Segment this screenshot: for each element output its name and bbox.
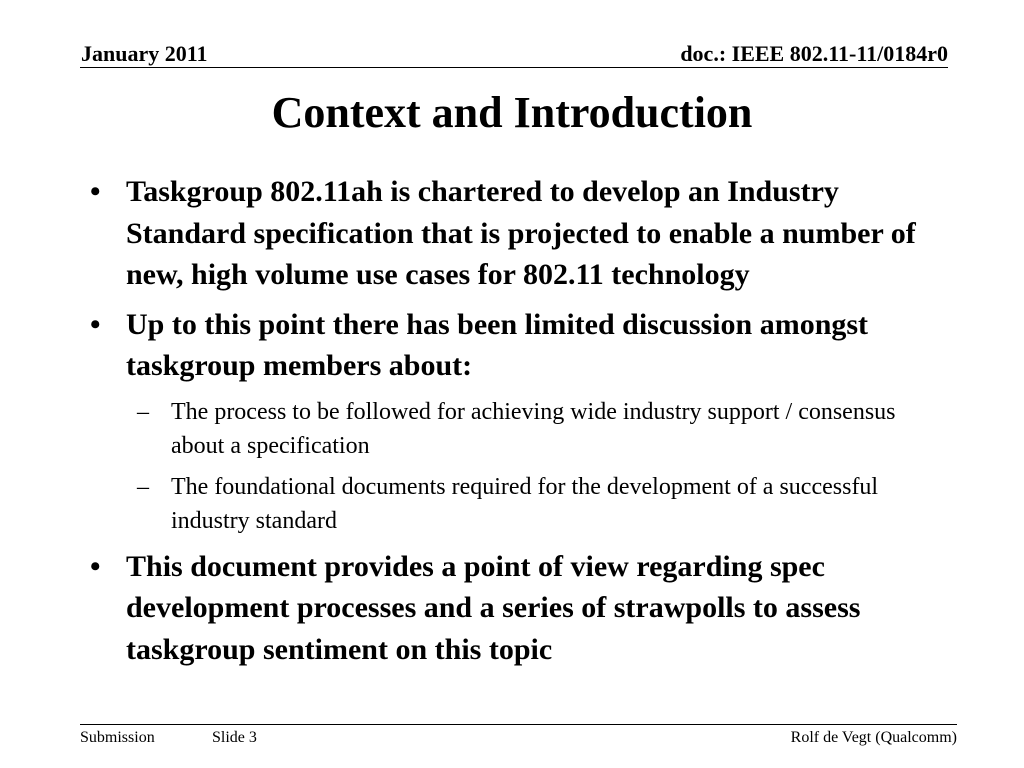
sub-bullet-list <box>90 395 940 538</box>
footer-submission: Submission <box>80 729 155 746</box>
sub-bullet-text: The process to be followed for achieving wide industry support / consensus about a specification <box>171 398 896 459</box>
bullet-text: Taskgroup 802.11ah is chartered to develop an Industry Standard specification that is projected to enable a number of new, high volume use cases for 802.11 technology <box>126 175 916 291</box>
header-divider <box>80 67 948 68</box>
bullet-text: Up to this point there has been limited discussion amongst taskgroup members about: <box>126 307 869 382</box>
sub-bullet-text: The foundational documents required for the development of a successful industry standard <box>171 473 879 534</box>
header-doc-id: doc.: IEEE 802.11-11/0184r0 <box>680 41 948 66</box>
slide-title: Context and Introduction <box>271 88 753 137</box>
bullet-marker: • <box>90 175 101 208</box>
footer-divider <box>80 724 957 725</box>
sub-list-container <box>90 395 940 538</box>
bullet-text: This document provides a point of view regarding spec development processes and a series of strawpolls to assess taskgroup sentiment on this topic <box>126 549 861 666</box>
sub-bullet-item-1 <box>90 395 940 463</box>
sub-bullet-marker: – <box>137 473 149 500</box>
sub-bullet-item-2 <box>90 470 940 538</box>
header-date: January 2011 <box>81 41 208 66</box>
footer-author: Rolf de Vegt (Qualcomm) <box>790 729 957 746</box>
bullet-marker: • <box>90 549 101 583</box>
bullet-item-3 <box>90 546 940 671</box>
bullet-item-1 <box>90 171 940 296</box>
footer-slide-number: Slide 3 <box>212 729 257 746</box>
bullet-item-2 <box>90 304 940 387</box>
bullet-list <box>90 171 940 678</box>
bullet-marker: • <box>90 307 101 341</box>
sub-bullet-marker: – <box>137 398 149 425</box>
